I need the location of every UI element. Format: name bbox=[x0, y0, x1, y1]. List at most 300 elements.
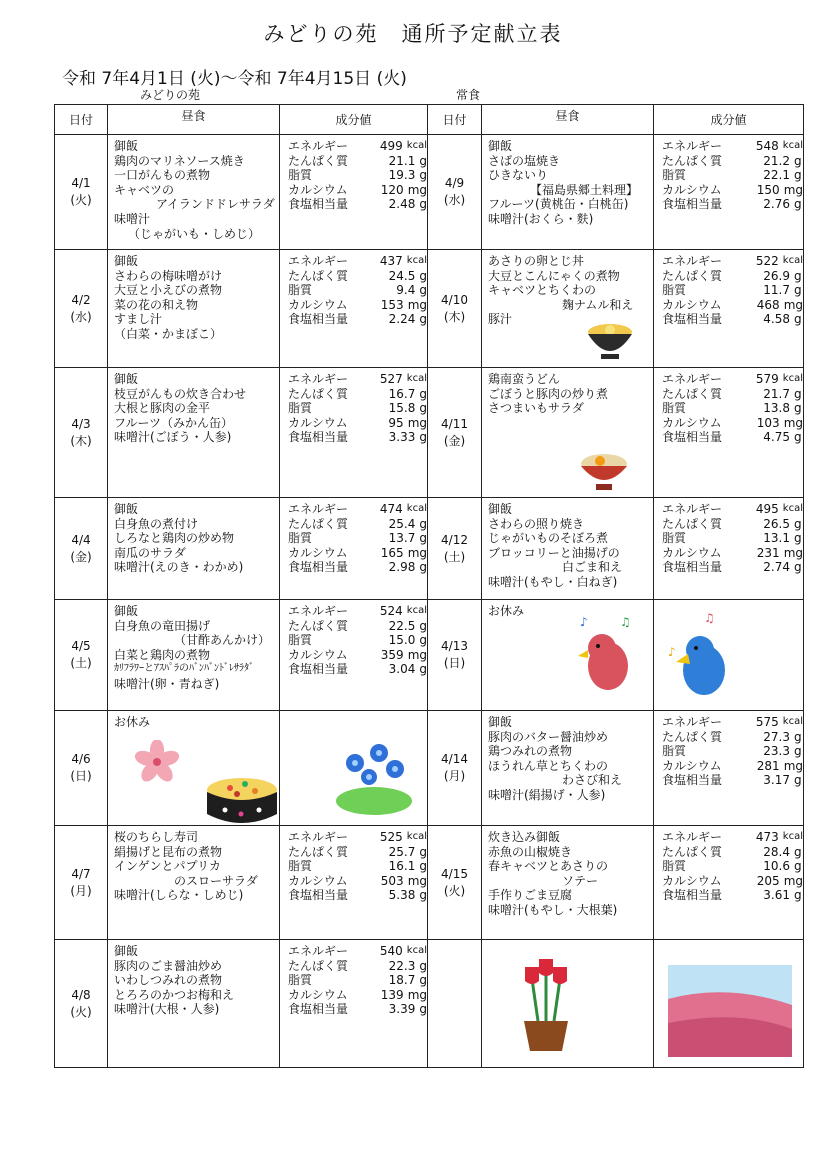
menu-item: 菜の花の和え物 bbox=[114, 297, 199, 312]
nutrition-protein-row bbox=[662, 517, 803, 532]
nutrient-value: 21.2 bbox=[763, 153, 790, 168]
menu-item: 大豆と小えびの煮物 bbox=[114, 283, 223, 298]
nutrient-unit: kcal bbox=[782, 140, 803, 151]
menu-item: 豚汁 bbox=[488, 312, 513, 327]
menu-item: 手作りごま豆腐 bbox=[488, 888, 573, 903]
nutrition-salt-row bbox=[288, 430, 427, 445]
nutrient-value: 23.3 bbox=[763, 744, 790, 759]
svg-text:♪: ♪ bbox=[580, 615, 588, 629]
menu-item: キャベツの bbox=[114, 182, 175, 197]
nutrient-value: 525 bbox=[379, 830, 403, 844]
nutrition-salt-row bbox=[662, 560, 803, 575]
nutrient-unit: g bbox=[419, 312, 427, 327]
nutrient-value: 527 bbox=[379, 372, 403, 386]
menu-item: 大豆とこんにゃくの煮物 bbox=[488, 268, 620, 283]
nutrient-label: エネルギー bbox=[662, 715, 723, 729]
nutrition-protein-row bbox=[662, 269, 803, 284]
blue-bird-icon bbox=[664, 608, 734, 702]
nutrient-value: 522 bbox=[755, 254, 779, 268]
nutrient-unit: mg bbox=[407, 182, 427, 197]
menu-date: 4/1 bbox=[71, 176, 91, 190]
nutrition-energy-row bbox=[288, 830, 427, 845]
nutrient-unit: g bbox=[794, 386, 802, 401]
nutrition-salt-row bbox=[662, 197, 803, 212]
menu-date: 4/9 bbox=[444, 176, 465, 190]
nutrient-unit: g bbox=[419, 268, 427, 283]
menu-date: 4/6 bbox=[71, 752, 91, 766]
nutrient-unit: g bbox=[419, 386, 427, 401]
facility-label: みどりの苑 bbox=[140, 88, 201, 102]
flower-field-icon bbox=[668, 965, 792, 1057]
nutrition-fat-row bbox=[288, 973, 427, 988]
nutrient-unit: mg bbox=[407, 873, 427, 888]
nutrient-label: エネルギー bbox=[288, 830, 349, 844]
nutrient-label: たんぱく質 bbox=[662, 516, 723, 531]
chirashi-sushi-icon bbox=[205, 774, 279, 828]
nutrient-unit: kcal bbox=[406, 373, 427, 384]
menu-item: 味噌汁(しらな・しめじ) bbox=[114, 888, 244, 903]
menu-table bbox=[54, 104, 804, 1068]
nutrient-label: たんぱく質 bbox=[662, 386, 723, 401]
nutrition-protein-row bbox=[288, 845, 427, 860]
menu-date: 4/14 bbox=[441, 752, 468, 766]
nutrient-label: 脂質 bbox=[288, 633, 313, 648]
nutrient-value: 19.3 bbox=[388, 168, 416, 183]
table-row bbox=[55, 826, 804, 940]
nutrition-calcium-row bbox=[662, 759, 803, 774]
nutrient-value: 24.5 bbox=[388, 268, 416, 283]
menu-date: 4/10 bbox=[441, 292, 468, 307]
nutrient-value: 2.76 bbox=[763, 197, 790, 212]
menu-weekday: (月) bbox=[443, 769, 466, 783]
nutrient-unit: kcal bbox=[406, 605, 427, 616]
menu-item: 味噌汁(おくら・麩) bbox=[488, 211, 594, 226]
svg-text:♫: ♫ bbox=[704, 611, 715, 625]
nutrition-salt-row bbox=[288, 312, 427, 327]
right-nutrition-cell bbox=[654, 135, 804, 250]
nutrient-value: 26.9 bbox=[763, 268, 790, 283]
menu-weekday: (木) bbox=[70, 433, 92, 448]
nutrition-salt-row bbox=[662, 773, 803, 788]
right-menu-cell bbox=[482, 826, 654, 940]
left-menu-cell bbox=[108, 498, 280, 600]
nutrient-unit: g bbox=[794, 516, 802, 531]
left-nutrition-cell bbox=[280, 940, 428, 1068]
right-nutrition-cell bbox=[654, 711, 804, 826]
nutrient-value: 28.4 bbox=[763, 844, 790, 859]
nutrient-label: エネルギー bbox=[662, 502, 723, 516]
nutrient-unit: g bbox=[419, 153, 427, 168]
menu-item: 白菜と鶏肉の煮物 bbox=[114, 647, 211, 662]
nutrition-salt-row bbox=[662, 888, 803, 903]
nutrient-unit: kcal bbox=[782, 255, 803, 266]
menu-item: 白ごま和え bbox=[562, 560, 623, 575]
nutrition-calcium-row bbox=[288, 546, 427, 561]
nutrient-value: 13.1 bbox=[763, 531, 790, 546]
nutrient-unit: g bbox=[794, 430, 802, 445]
menu-weekday: (日) bbox=[70, 769, 92, 783]
date-header-left: 日付 bbox=[55, 105, 108, 135]
nutrition-fat-row bbox=[288, 401, 427, 416]
nutrient-label: 食塩相当量 bbox=[662, 197, 723, 212]
nutrient-unit: g bbox=[794, 283, 802, 298]
nutrition-energy-row bbox=[288, 139, 427, 154]
menu-date: 4/3 bbox=[71, 416, 91, 431]
donburi-bowl-icon bbox=[585, 318, 635, 362]
nutrition-fat-row bbox=[288, 168, 427, 183]
menu-item: ごぼうと豚肉の炒り煮 bbox=[488, 386, 609, 401]
nutrient-unit: g bbox=[794, 859, 802, 874]
nutrition-calcium-row bbox=[288, 988, 427, 1003]
nutrient-label: エネルギー bbox=[662, 372, 723, 386]
menu-item: 麹ナムル和え bbox=[562, 297, 634, 312]
menu-item: さつまいもサラダ bbox=[488, 401, 584, 416]
nutrient-label: エネルギー bbox=[288, 254, 349, 268]
menu-weekday: (木) bbox=[443, 309, 466, 324]
nutrient-value: 13.7 bbox=[388, 531, 416, 546]
left-menu-cell bbox=[108, 368, 280, 498]
nutrient-label: エネルギー bbox=[288, 944, 349, 958]
left-nutrition-cell bbox=[280, 498, 428, 600]
nutrient-unit: g bbox=[794, 168, 802, 183]
menu-weekday: (金) bbox=[443, 433, 466, 448]
nutrient-unit: g bbox=[419, 430, 427, 445]
nutrient-value: 9.4 bbox=[396, 283, 416, 298]
nutrition-fat-row bbox=[662, 531, 803, 546]
nutrient-unit: g bbox=[419, 618, 427, 633]
nutrition-calcium-row bbox=[288, 183, 427, 198]
nutrient-value: 575 bbox=[755, 715, 779, 729]
nutrient-unit: g bbox=[419, 633, 427, 648]
table-row bbox=[55, 368, 804, 498]
nutrition-fat-row bbox=[288, 531, 427, 546]
menu-item: 御飯 bbox=[488, 715, 513, 729]
right-date-cell bbox=[428, 711, 482, 826]
nutrient-label: 食塩相当量 bbox=[288, 312, 349, 327]
menu-item: 味噌汁 bbox=[114, 211, 151, 226]
menu-item: さわらの梅味噌がけ bbox=[114, 268, 223, 283]
menu-item: フルーツ（みかん缶） bbox=[114, 415, 234, 430]
nutrient-value: 499 bbox=[379, 139, 403, 153]
menu-item: インゲンとパプリカ bbox=[114, 859, 221, 874]
menu-item: アイランドドレサラダ bbox=[156, 197, 275, 212]
menu-item: 御飯 bbox=[114, 139, 139, 153]
menu-item: 枝豆がんもの炊き合わせ bbox=[114, 386, 247, 401]
menu-item: しろなと鶏肉の炒め物 bbox=[114, 531, 235, 546]
nutrient-unit: g bbox=[419, 168, 427, 183]
nutrient-value: 281 bbox=[756, 758, 780, 773]
nutrient-unit: g bbox=[794, 312, 802, 327]
nutrition-fat-row bbox=[288, 283, 427, 298]
nutrition-protein-row bbox=[662, 730, 803, 745]
menu-item: ひきないり bbox=[488, 168, 549, 183]
nutrient-value: 22.3 bbox=[388, 958, 416, 973]
nutrient-unit: g bbox=[419, 560, 427, 575]
nutrient-value: 120 bbox=[380, 182, 404, 197]
menu-item: 味噌汁(ごぼう・人参) bbox=[114, 430, 232, 445]
nutrient-label: 食塩相当量 bbox=[288, 197, 349, 212]
nutrition-energy-row bbox=[288, 254, 427, 269]
nutrient-unit: g bbox=[794, 153, 802, 168]
menu-item: 絹揚げと昆布の煮物 bbox=[114, 844, 223, 859]
table-row bbox=[55, 498, 804, 600]
menu-date: 4/5 bbox=[71, 639, 91, 653]
nutrient-unit: mg bbox=[783, 873, 803, 888]
nutrient-unit: g bbox=[419, 973, 427, 988]
nutrient-value: 153 bbox=[380, 297, 404, 312]
menu-item: あさりの卵とじ丼 bbox=[488, 254, 585, 268]
nutrient-label: カルシウム bbox=[662, 545, 722, 560]
left-date-cell bbox=[55, 940, 108, 1068]
nutrient-value: 359 bbox=[380, 647, 404, 662]
menu-weekday: (月) bbox=[70, 883, 92, 898]
nutrition-salt-row bbox=[288, 1002, 427, 1017]
nutrition-protein-row bbox=[288, 619, 427, 634]
right-menu-cell bbox=[482, 498, 654, 600]
nutrition-calcium-row bbox=[662, 416, 803, 431]
nutrient-value: 25.7 bbox=[388, 844, 416, 859]
nutrient-unit: g bbox=[419, 401, 427, 416]
nutrient-label: 食塩相当量 bbox=[288, 888, 349, 903]
nutrient-label: たんぱく質 bbox=[288, 153, 349, 168]
menu-item: すまし汁 bbox=[114, 312, 163, 327]
nutrient-unit: mg bbox=[407, 297, 427, 312]
nutrition-calcium-row bbox=[662, 183, 803, 198]
nutrient-value: 21.1 bbox=[388, 153, 416, 168]
nutrient-label: カルシウム bbox=[288, 647, 348, 662]
nutrient-label: たんぱく質 bbox=[288, 268, 349, 283]
left-date-cell bbox=[55, 826, 108, 940]
nutrient-label: 食塩相当量 bbox=[662, 430, 723, 445]
menu-item: 御飯 bbox=[114, 254, 139, 268]
nutrient-value: 27.3 bbox=[763, 729, 790, 744]
left-date-cell bbox=[55, 135, 108, 250]
nutrient-value: 2.98 bbox=[388, 560, 416, 575]
nutrient-label: たんぱく質 bbox=[662, 153, 723, 168]
nutrient-label: 食塩相当量 bbox=[288, 1002, 349, 1017]
menu-weekday: (土) bbox=[443, 549, 466, 564]
nutrient-label: カルシウム bbox=[662, 297, 722, 312]
nutrient-value: 231 bbox=[756, 545, 780, 560]
nutrition-calcium-row bbox=[288, 648, 427, 663]
nutrient-value: 495 bbox=[755, 502, 779, 516]
cherry-blossom-icon bbox=[128, 740, 186, 786]
nutrient-value: 22.5 bbox=[388, 618, 416, 633]
menu-date: 4/11 bbox=[441, 416, 468, 431]
nutrient-label: エネルギー bbox=[288, 372, 349, 386]
left-date-cell bbox=[55, 711, 108, 826]
nutrition-energy-row bbox=[288, 604, 427, 619]
nutrition-protein-row bbox=[662, 154, 803, 169]
nutrition-calcium-row bbox=[288, 298, 427, 313]
nutrient-label: 脂質 bbox=[662, 401, 687, 416]
menu-weekday: (水) bbox=[70, 309, 92, 324]
nutrition-energy-row bbox=[662, 254, 803, 269]
nutrient-value: 18.7 bbox=[388, 973, 416, 988]
nutrition-fat-row bbox=[662, 859, 803, 874]
menu-date: 4/2 bbox=[71, 292, 91, 307]
nutrient-value: 503 bbox=[380, 873, 404, 888]
nutrient-value: 579 bbox=[755, 372, 779, 386]
nutrient-label: 食塩相当量 bbox=[288, 430, 349, 445]
lunch-header-right: 昼食 bbox=[482, 105, 654, 135]
nutrient-value: 3.33 bbox=[388, 430, 416, 445]
left-date-cell bbox=[55, 498, 108, 600]
right-date-cell bbox=[428, 250, 482, 368]
nutrient-label: 脂質 bbox=[662, 744, 687, 759]
blue-flowers-icon bbox=[333, 735, 415, 817]
nutrient-label: たんぱく質 bbox=[288, 844, 349, 859]
left-menu-cell bbox=[108, 600, 280, 711]
nutrient-unit: g bbox=[794, 729, 802, 744]
nutrient-value: 474 bbox=[379, 502, 403, 516]
nutrient-unit: kcal bbox=[782, 373, 803, 384]
nutrient-unit: g bbox=[419, 531, 427, 546]
nutrition-calcium-row bbox=[662, 874, 803, 889]
right-nutrition-cell bbox=[654, 368, 804, 498]
nutrient-value: 95 bbox=[388, 415, 404, 430]
right-menu-cell bbox=[482, 135, 654, 250]
menu-item: キャベツとちくわの bbox=[488, 283, 597, 298]
right-menu-cell bbox=[482, 711, 654, 826]
menu-item: さばの塩焼き bbox=[488, 153, 561, 168]
nutrient-unit: kcal bbox=[782, 503, 803, 514]
nutrient-unit: kcal bbox=[782, 831, 803, 842]
menu-date: 4/8 bbox=[71, 987, 91, 1002]
nutrient-unit: g bbox=[419, 888, 427, 903]
menu-item: 白身魚の煮付け bbox=[114, 516, 199, 531]
nutrient-value: 4.75 bbox=[763, 430, 790, 445]
menu-item: わさび和え bbox=[562, 773, 623, 788]
menu-item: 味噌汁(卵・青ねぎ) bbox=[114, 676, 220, 691]
menu-period: 令和 7年4月1日 (火)〜令和 7年4月15日 (火) bbox=[62, 69, 407, 89]
nutrition-calcium-row bbox=[288, 416, 427, 431]
right-date-cell bbox=[428, 600, 482, 711]
nutrient-value: 22.1 bbox=[763, 168, 790, 183]
menu-item: 御飯 bbox=[114, 502, 139, 516]
menu-item: じゃがいものそぼろ煮 bbox=[488, 531, 609, 546]
menu-item: 味噌汁(えのき・わかめ) bbox=[114, 560, 244, 575]
nutrient-label: カルシウム bbox=[288, 545, 348, 560]
menu-item: 白身魚の竜田揚げ bbox=[114, 618, 211, 633]
nutrient-unit: mg bbox=[783, 415, 803, 430]
menu-item: とろろのかつお梅和え bbox=[114, 987, 235, 1002]
nutrient-unit: g bbox=[794, 560, 802, 575]
nutrition-salt-row bbox=[288, 662, 427, 677]
nutrition-salt-row bbox=[662, 430, 803, 445]
nutrient-unit: g bbox=[794, 401, 802, 416]
nutrition-energy-row bbox=[662, 830, 803, 845]
nutrient-value: 540 bbox=[379, 944, 403, 958]
menu-weekday: (火) bbox=[70, 1004, 92, 1019]
table-row bbox=[55, 250, 804, 368]
menu-weekday: (水) bbox=[443, 193, 466, 207]
nutrition-calcium-row bbox=[662, 298, 803, 313]
nutrient-label: エネルギー bbox=[662, 254, 723, 268]
nutrient-unit: g bbox=[419, 516, 427, 531]
nutrient-unit: g bbox=[794, 531, 802, 546]
menu-date: 4/7 bbox=[71, 866, 91, 881]
nutrient-unit: g bbox=[419, 844, 427, 859]
nutrient-label: カルシウム bbox=[288, 182, 348, 197]
nutrient-label: エネルギー bbox=[288, 604, 349, 618]
left-nutrition-cell bbox=[280, 826, 428, 940]
nutrient-value: 15.0 bbox=[388, 633, 416, 648]
svg-text:♪: ♪ bbox=[668, 645, 676, 659]
nutrient-unit: kcal bbox=[406, 140, 427, 151]
menu-item: 一口がんもの煮物 bbox=[114, 168, 211, 183]
menu-weekday: (日) bbox=[443, 656, 466, 670]
menu-date: 4/13 bbox=[441, 639, 468, 653]
menu-item: 御飯 bbox=[488, 139, 513, 153]
nutrient-label: 食塩相当量 bbox=[662, 312, 723, 327]
nutrition-calcium-row bbox=[288, 874, 427, 889]
nutrient-unit: mg bbox=[783, 545, 803, 560]
menu-item: 豚肉のごま醤油炒め bbox=[114, 958, 223, 973]
menu-item: さわらの照り焼き bbox=[488, 516, 585, 531]
nutrient-value: 5.38 bbox=[388, 888, 416, 903]
nutrient-unit: kcal bbox=[406, 831, 427, 842]
nutrient-value: 103 bbox=[756, 415, 780, 430]
nutrient-label: 脂質 bbox=[288, 859, 313, 874]
nutrient-unit: g bbox=[419, 958, 427, 973]
nutrition-energy-row bbox=[288, 944, 427, 959]
nutrient-label: 脂質 bbox=[662, 531, 687, 546]
nutrient-label: エネルギー bbox=[288, 502, 349, 516]
nutrient-value: 26.5 bbox=[763, 516, 790, 531]
menu-item: 御飯 bbox=[488, 502, 513, 516]
nutrition-energy-row bbox=[662, 502, 803, 517]
nutrient-label: 食塩相当量 bbox=[288, 560, 349, 575]
left-menu-cell bbox=[108, 826, 280, 940]
right-date-cell bbox=[428, 135, 482, 250]
menu-item: ソテー bbox=[562, 873, 599, 888]
menu-item: 豚肉のバター醤油炒め bbox=[488, 729, 609, 744]
nutrient-value: 10.6 bbox=[763, 859, 790, 874]
nutrient-value: 16.1 bbox=[388, 859, 416, 874]
nutrient-unit: mg bbox=[407, 647, 427, 662]
nutrition-energy-row bbox=[662, 372, 803, 387]
nutrition-energy-row bbox=[662, 715, 803, 730]
right-nutrition-cell bbox=[654, 498, 804, 600]
menu-item: ブロッコリーと油揚げの bbox=[488, 545, 620, 560]
menu-item: のスローサラダ bbox=[174, 873, 258, 888]
nutrient-unit: g bbox=[794, 197, 802, 212]
nutrient-unit: kcal bbox=[406, 255, 427, 266]
nutrition-protein-row bbox=[288, 387, 427, 402]
nutrient-unit: g bbox=[419, 859, 427, 874]
left-nutrition-cell bbox=[280, 250, 428, 368]
menu-item: 御飯 bbox=[114, 372, 139, 386]
nutrition-protein-row bbox=[288, 154, 427, 169]
left-menu-cell bbox=[108, 135, 280, 250]
nutrient-label: カルシウム bbox=[288, 415, 348, 430]
nutrient-label: 脂質 bbox=[288, 283, 313, 298]
nutrition-protein-row bbox=[288, 269, 427, 284]
nutrient-unit: mg bbox=[783, 758, 803, 773]
nutrient-label: たんぱく質 bbox=[288, 386, 349, 401]
menu-item: ほうれん草とちくわの bbox=[488, 758, 609, 773]
nutrient-value: 25.4 bbox=[388, 516, 416, 531]
regular-meal-label: 常食 bbox=[456, 88, 481, 102]
nutrition-salt-row bbox=[662, 312, 803, 327]
nutrient-value: 473 bbox=[755, 830, 779, 844]
nutrient-label: エネルギー bbox=[662, 830, 723, 844]
nutrient-label: たんぱく質 bbox=[288, 618, 349, 633]
menu-weekday: (土) bbox=[70, 656, 92, 670]
nutrient-value: 548 bbox=[755, 139, 779, 153]
date-header-right: 日付 bbox=[428, 105, 482, 135]
